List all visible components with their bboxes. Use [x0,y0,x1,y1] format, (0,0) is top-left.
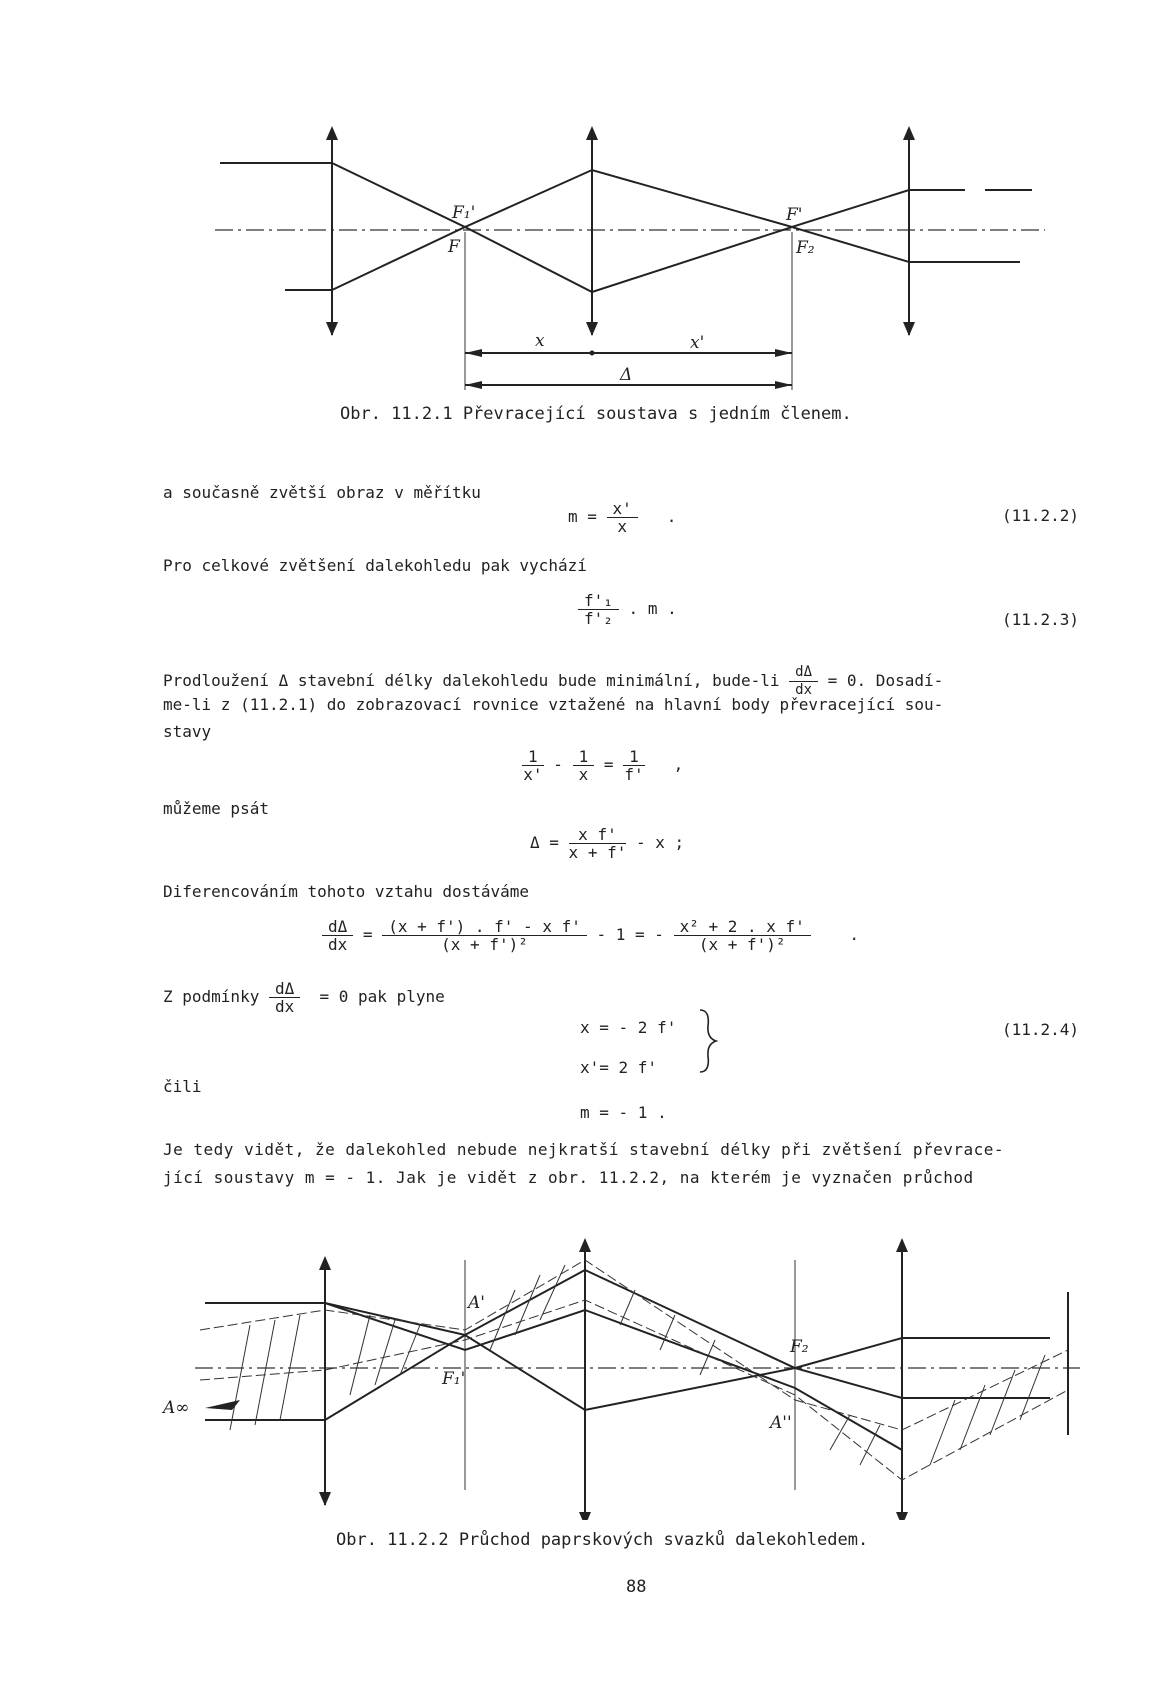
label-f1-prime: F₁' [442,1369,466,1389]
text-line-3: Prodloužení Δ stavební délky dalekohledu bude minimální, bude-li $\frac{d\Delta}{dx}$ = 0. Dosadí- [163,664,944,698]
lens-3 [896,1238,908,1520]
label-f2: F₂ [796,238,815,258]
equation-tag-11-2-2: (11.2.2) [1002,506,1080,525]
label-a-infinity: A∞ [163,1398,190,1418]
label-delta: Δ [620,365,633,385]
figure-2-diagram [0,1220,1157,1520]
label-x-prime: x' [690,333,705,353]
lens-2 [579,1238,591,1520]
equation-11-2-2: m = $\frac{x'}{x}$ . [568,499,677,536]
equation-m-result: m = - 1 . [580,1103,667,1122]
label-x: x [535,331,545,351]
text-line-4: me-li z (11.2.1) do zobrazovací rovnice vztažené na hlavní body převracející sou- [163,695,944,714]
text-line-6: můžeme psát [163,799,269,818]
lens-1 [319,1256,331,1506]
equation-tag-11-2-4: (11.2.4) [1002,1020,1080,1039]
equation-11-2-3: $\frac{\text{f'₁}}{\text{f'₂}}$ . m . [578,592,677,627]
page-number: 88 [626,1577,647,1597]
text-line-9: čili [163,1077,202,1096]
equation-tag-11-2-3: (11.2.3) [1002,610,1080,629]
lens-3 [903,126,915,336]
label-f: F [448,237,460,257]
equation-delta: Δ = $\frac{\text{x f'}}{x + f'}$ - x ; [530,825,685,862]
label-a-double-prime: A'' [770,1413,792,1433]
text-line-2: Pro celkové zvětšení dalekohledu pak vychází [163,556,587,575]
text-line-5: stavy [163,722,212,741]
label-f-prime: F' [786,205,803,225]
equation-imaging: $\frac{1}{x'}$ - $\frac{1}{x}$ = $\frac{1}{f'}$ , [523,747,684,784]
label-f1-prime: F₁' [452,203,476,223]
figure-1-caption: Obr. 11.2.1 Převracející soustava s jedním členem. [340,404,852,424]
equation-solution: x = - 2 f' x'= 2 f' [580,1018,677,1077]
lens-2 [586,126,598,336]
text-line-8: Z podmínky $\frac{d\Delta}{dx}$ = 0 pak plyne [163,979,445,1016]
lens-1 [326,126,338,336]
label-a-prime: A' [468,1293,485,1313]
ray-paths [205,1270,1050,1450]
text-line-1: a současně zvětší obraz v měřítku [163,483,481,502]
hatched-bundle [200,1260,1068,1480]
text-line-7: Diferencováním tohoto vztahu dostáváme [163,882,530,901]
figure-2-caption: Obr. 11.2.2 Průchod paprskových svazků dalekohledem. [336,1530,869,1550]
figure-1-diagram [0,0,1157,400]
text-line-10: Je tedy vidět, že dalekohled nebude nejkratší stavební délky při zvětšení převrace- [163,1140,1005,1159]
brace [696,1006,720,1076]
label-f2: F₂ [790,1337,809,1357]
ray-paths [220,163,1032,292]
equation-derivative: $\frac{d\Delta}{dx}$ = $\frac{\text{(x + f') . f' - x f'}}{\text{(x + f')²}}$ - 1 = - $\frac{\text{x² + 2 . x f'}}{\text{(x + f')²}}$ . [322,918,859,953]
text-line-11: jící soustavy m = - 1. Jak je vidět z obr. 11.2.2, na kterém je vyznačen průchod [163,1168,974,1187]
